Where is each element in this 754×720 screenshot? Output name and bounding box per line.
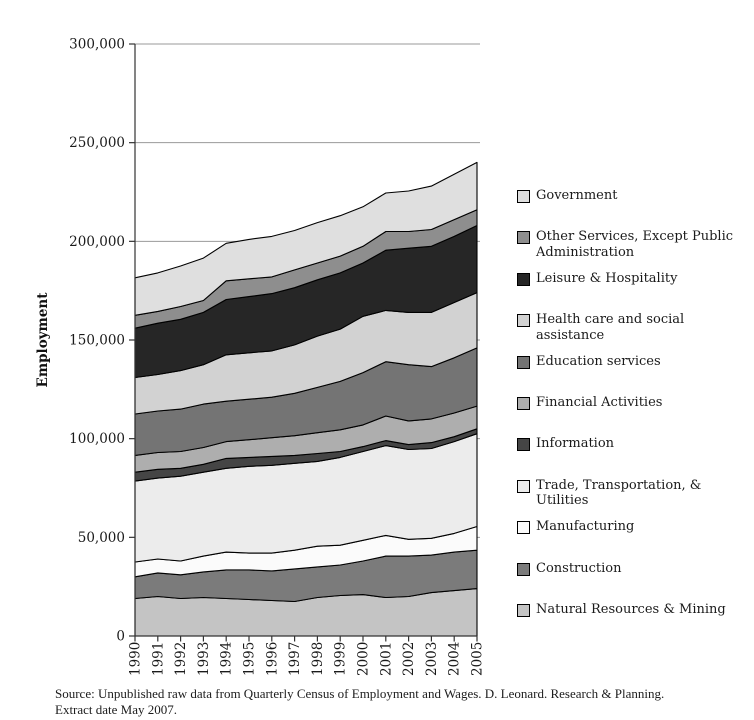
legend-label: Health care and social assistance — [536, 312, 685, 343]
legend-label: Financial Activities — [536, 394, 663, 410]
x-tick-label: 1993 — [195, 641, 212, 676]
legend-swatch — [517, 480, 530, 493]
x-tick-label: 2003 — [423, 641, 440, 676]
legend-swatch — [517, 231, 530, 244]
legend-label: Leisure & Hospitality — [536, 270, 678, 286]
legend-label: Other Services, Except Public Administration — [536, 229, 734, 260]
x-tick-label: 1995 — [241, 641, 258, 676]
legend — [517, 188, 750, 643]
x-tick-label: 1990 — [127, 641, 144, 676]
y-tick-label: 250,000 — [69, 135, 125, 152]
legend-item — [517, 561, 750, 602]
x-tick-label: 1994 — [218, 641, 235, 676]
legend-label: Natural Resources & Mining — [536, 601, 726, 617]
legend-item — [517, 229, 750, 270]
y-tick-label: 150,000 — [69, 332, 125, 349]
legend-label: Government — [536, 188, 618, 203]
x-tick-label: 1999 — [332, 641, 349, 676]
legend-swatch — [517, 397, 530, 410]
legend-swatch — [517, 273, 530, 286]
legend-label: Information — [536, 436, 615, 452]
legend-item — [517, 271, 750, 312]
legend-label: Education services — [536, 353, 661, 369]
legend-item — [517, 436, 750, 477]
y-tick-label: 100,000 — [69, 431, 125, 448]
x-tick-label: 1998 — [309, 641, 326, 676]
x-tick-label: 2004 — [446, 641, 463, 676]
legend-item — [517, 188, 750, 229]
legend-item — [517, 354, 750, 395]
legend-swatch — [517, 521, 530, 534]
legend-label: Construction — [536, 560, 622, 576]
source-line-2: Extract date May 2007. — [55, 702, 178, 718]
source-line-1: Source: Unpublished raw data from Quarterly Census of Employment and Wages. D. Leonard. Research & Planning. — [55, 686, 665, 701]
source-note — [55, 686, 745, 719]
x-tick-label: 2005 — [469, 641, 486, 676]
y-tick-label: 0 — [116, 628, 125, 645]
legend-swatch — [517, 604, 530, 617]
legend-swatch — [517, 314, 530, 327]
legend-swatch — [517, 438, 530, 451]
legend-swatch — [517, 356, 530, 369]
legend-item — [517, 478, 750, 519]
x-tick-label: 2002 — [401, 641, 418, 676]
x-tick-label: 1991 — [150, 641, 167, 676]
legend-item — [517, 519, 750, 560]
legend-item — [517, 312, 750, 353]
x-tick-label: 2000 — [355, 641, 372, 676]
legend-label: Trade, Transportation, & Utilities — [536, 477, 702, 509]
legend-label: Manufacturing — [536, 519, 635, 535]
x-tick-label: 2001 — [378, 641, 395, 676]
x-tick-label: 1992 — [173, 641, 190, 676]
legend-item — [517, 395, 750, 436]
legend-item — [517, 602, 750, 643]
y-axis-title: Employment — [35, 292, 51, 388]
x-tick-label: 1996 — [264, 641, 281, 676]
x-tick-label: 1997 — [287, 641, 304, 676]
legend-swatch — [517, 563, 530, 576]
y-tick-label: 300,000 — [69, 36, 125, 53]
y-tick-label: 50,000 — [77, 529, 125, 546]
legend-swatch — [517, 190, 530, 203]
y-tick-label: 200,000 — [69, 233, 125, 250]
